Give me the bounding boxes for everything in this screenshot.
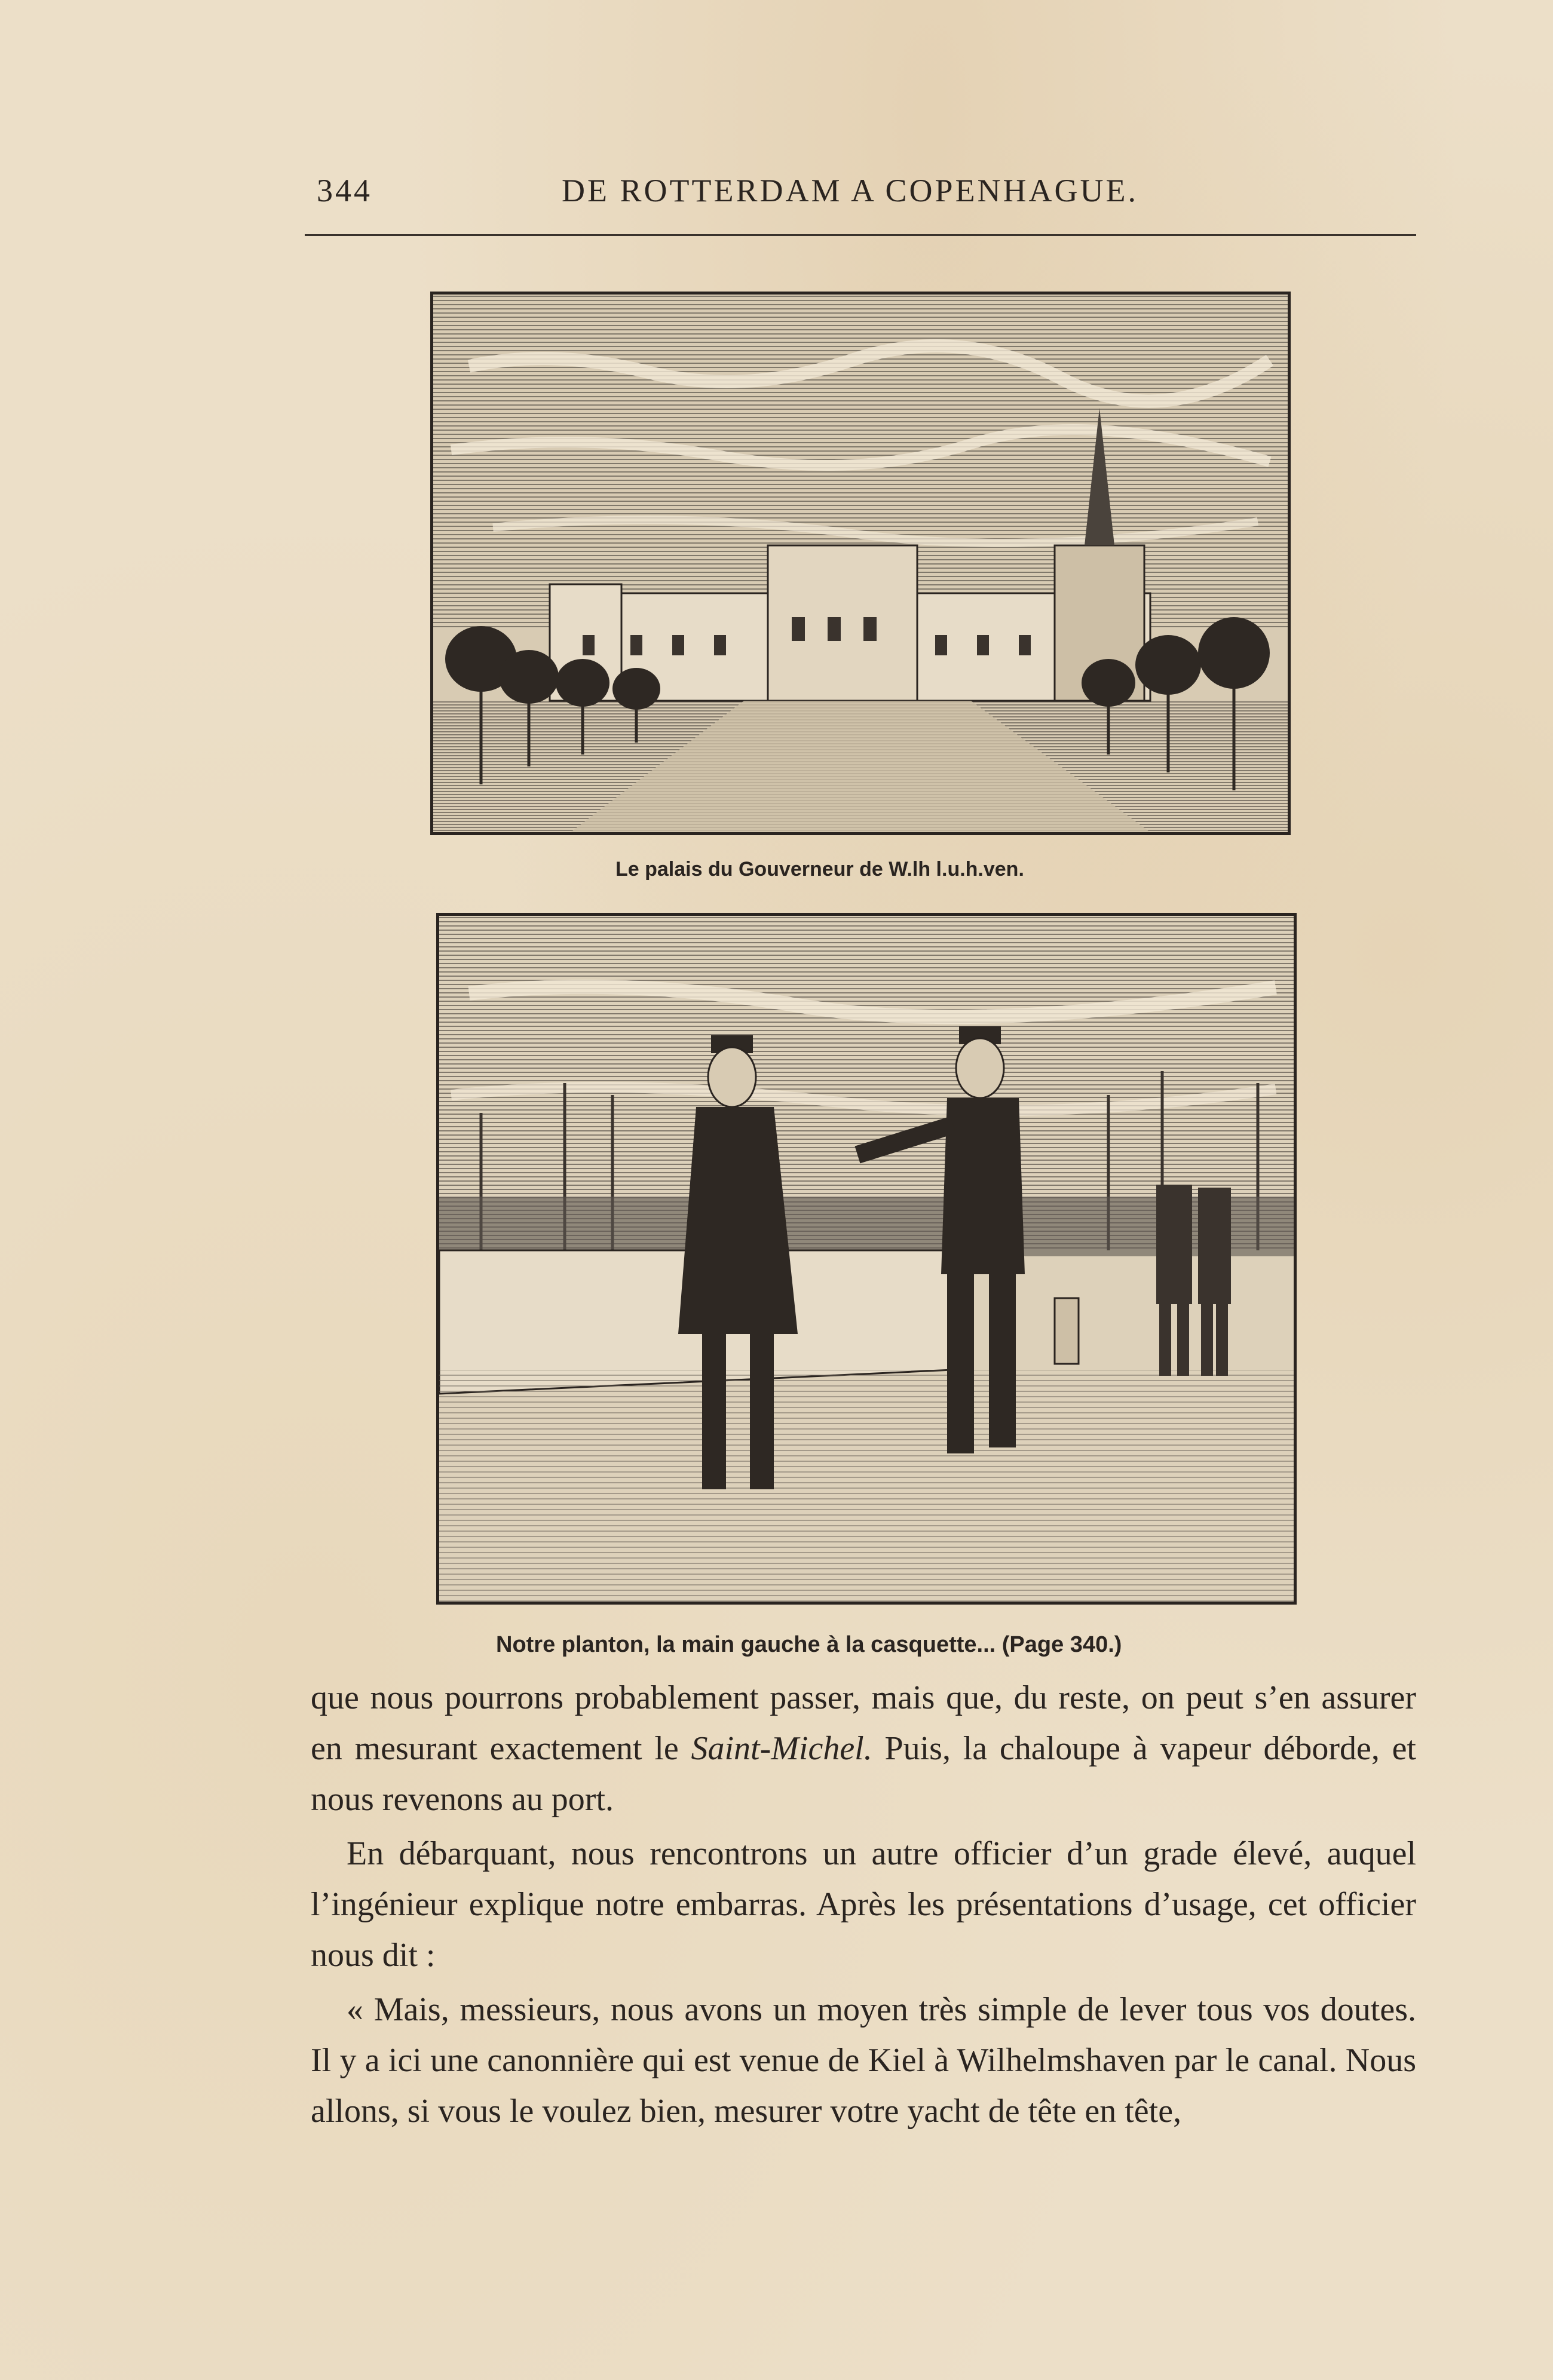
body-text xyxy=(311,1673,1416,2137)
page-header xyxy=(305,172,1416,214)
paragraph-1-start: que nous pourrons probablement passer, mais que, du reste, on peut s’en assurer en mesurant exactement le xyxy=(311,1679,1416,1767)
palace-engraving xyxy=(430,292,1291,835)
running-title: DE ROTTERDAM A COPENHAGUE. xyxy=(562,173,1139,208)
ship-name: Saint-Michel. xyxy=(691,1730,872,1767)
officers-caption: Notre planton, la main gauche à la casquette... (Page 340.) xyxy=(496,1632,1122,1657)
page-number: 344 xyxy=(317,173,372,208)
officers-engraving xyxy=(436,913,1297,1605)
paragraph-3: « Mais, messieurs, nous avons un moyen très simple de lever tous vos doutes. Il y a ici une canonnière qui est venue de Kiel à Wilhelmshaven par le canal. Nous allons, si vous le voulez bien, mesurer votre yacht de tête en tête, xyxy=(311,1991,1416,2130)
paragraph-1 xyxy=(311,1673,1416,1825)
header-rule xyxy=(305,234,1416,236)
paragraph-1-end: Puis, la chaloupe à vapeur déborde, et nous revenons au port. xyxy=(311,1730,1416,1818)
palace-caption: Le palais du Gouverneur de W.lh l.u.h.ven. xyxy=(615,858,1024,881)
paragraph-2: En débarquant, nous rencontrons un autre officier d’un grade élevé, auquel l’ingénieur explique notre embarras. Après les présentations d’usage, cet officier nous dit : xyxy=(311,1835,1416,1974)
